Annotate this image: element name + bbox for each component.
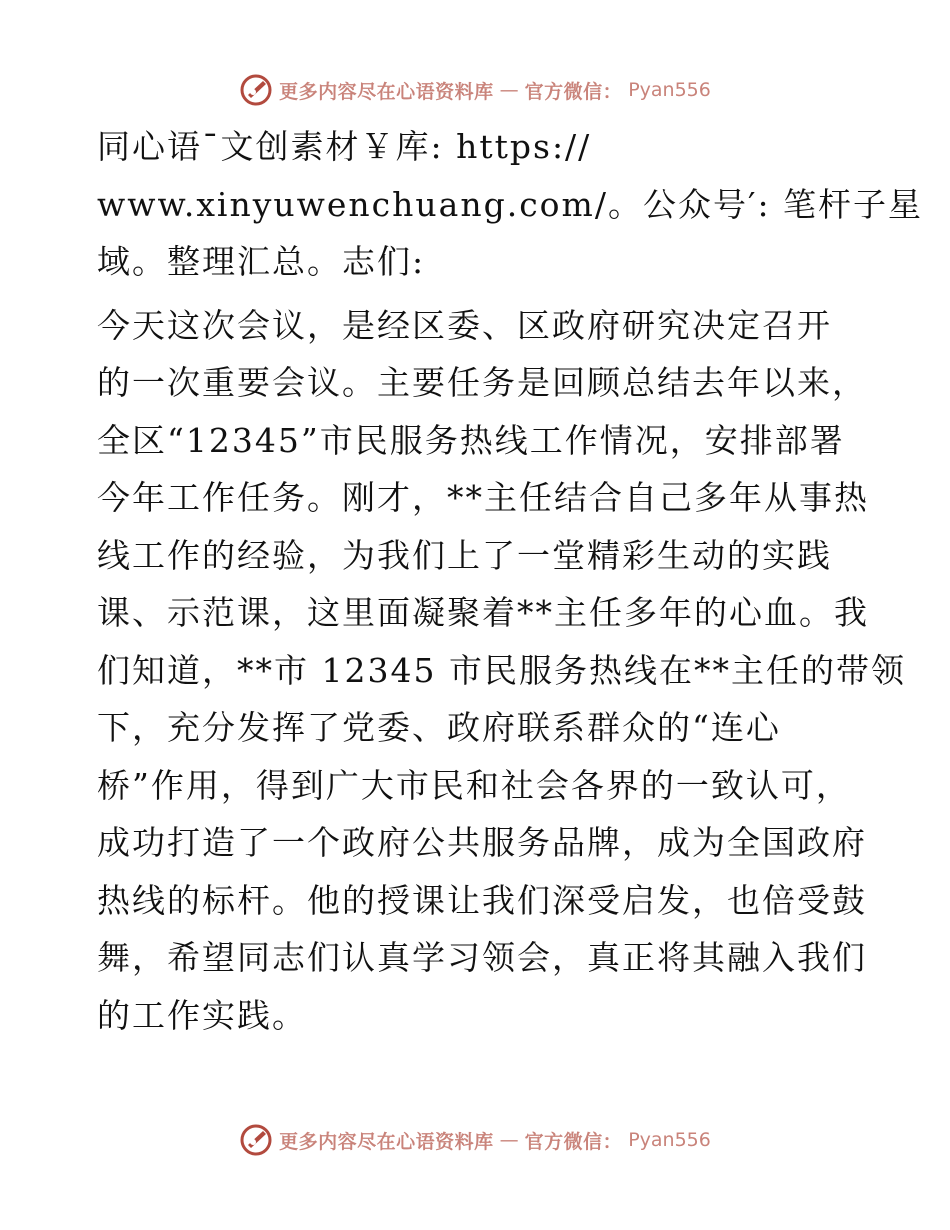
watermark-text: 更多内容尽在心语资料库 <box>279 80 494 103</box>
body-line: 今年工作任务。刚才，**主任结合自己多年从事热 <box>97 478 869 517</box>
watermark-wechat-label: 官方微信： <box>524 1130 623 1153</box>
intro-line: 同心语¯文创素材￥库: https:// <box>97 127 592 166</box>
intro-paragraph <box>97 118 924 291</box>
watermark-wechat-id: Pyan556 <box>628 79 711 101</box>
watermark-dash: — <box>499 79 519 101</box>
body-line: 线工作的经验，为我们上了一堂精彩生动的实践 <box>97 535 832 575</box>
body-line: 桥”作用，得到广大市民和社会各界的一致认可， <box>97 765 851 805</box>
body-line: 们知道，**市 12345 市民服务热线在**主任的带领 <box>97 650 906 690</box>
watermark-wechat-id: Pyan556 <box>628 1129 711 1151</box>
body-line: 舞，希望同志们认真学习领会，真正将其融入我们 <box>97 938 867 977</box>
body-line: 今天这次会议，是经区委、区政府研究决定召开 <box>97 305 832 345</box>
body-line: 热线的标杆。他的授课让我们深受启发，也倍受鼓 <box>97 880 867 920</box>
intro-line: www.xinyuwenchuang.com/。公众号′: 笔杆子星 <box>97 184 924 224</box>
body-line: 课、示范课，这里面凝聚着**主任多年的心血。我 <box>97 593 869 632</box>
watermark-text: 更多内容尽在心语资料库 <box>279 1130 494 1153</box>
watermark-dash: — <box>499 1129 519 1151</box>
intro-line: 域。整理汇总。志们: <box>97 242 426 281</box>
watermark-wechat-label: 官方微信： <box>524 80 623 103</box>
document-body <box>97 118 924 1044</box>
brand-logo-icon <box>239 73 273 107</box>
body-line: 全区“12345”市民服务热线工作情况，安排部署 <box>97 420 845 460</box>
footer-watermark <box>0 1120 950 1160</box>
body-paragraph <box>97 297 906 1045</box>
body-line: 成功打造了一个政府公共服务品牌，成为全国政府 <box>97 823 867 862</box>
header-watermark <box>0 70 950 110</box>
brand-logo-icon <box>239 1123 273 1157</box>
body-line: 的一次重要会议。主要任务是回顾总结去年以来， <box>97 363 867 402</box>
body-line: 下，充分发挥了党委、政府联系群众的“连心 <box>97 708 781 747</box>
body-line: 的工作实践。 <box>97 995 307 1035</box>
